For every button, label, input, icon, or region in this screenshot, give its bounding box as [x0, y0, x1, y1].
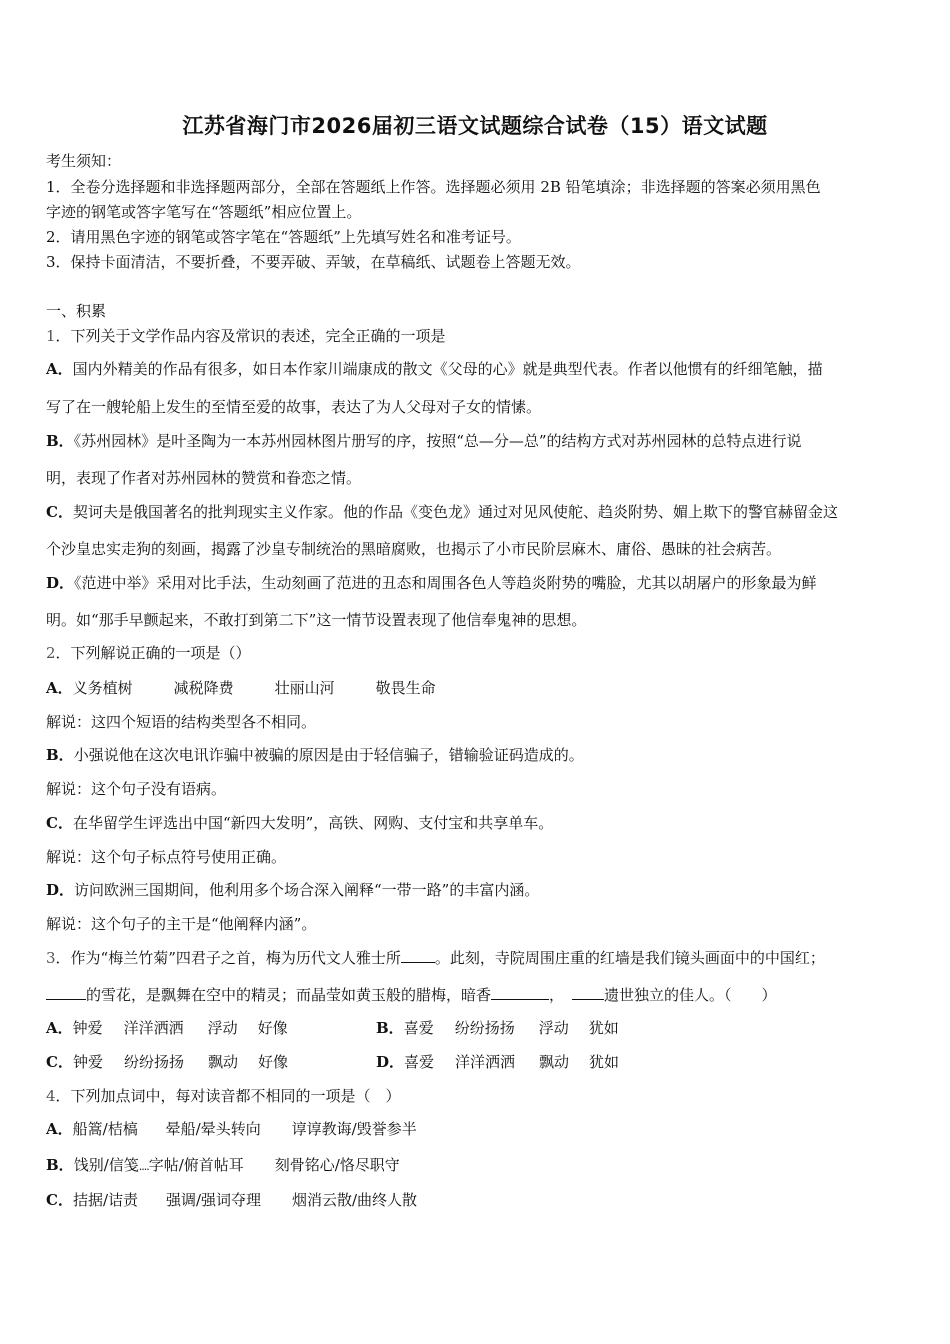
q2-option-b: B．小强说他在这次电讯诈骗中被骗的原因是由于轻信骗子，错输验证码造成的。 — [46, 746, 584, 764]
emphasis-dots: .... — [138, 1160, 149, 1173]
answer-blank — [491, 985, 549, 1000]
q2-option-a: A．义务植树 减税降费 壮丽山河 敬畏生命 — [46, 679, 436, 697]
answer-blank — [46, 985, 86, 1000]
answer-blank — [401, 948, 435, 963]
q2-note-d: 解说：这个句子的主干是“他阐释内涵”。 — [46, 915, 317, 933]
question-number: 4 — [46, 1087, 56, 1105]
question-3-stem: 3．作为“梅兰竹菊”四君子之首，梅为历代文人雅士所 。此刻，寺院周围庄重的红墙是我们镜头画面中的中国红； — [46, 949, 825, 967]
notice-item: 3．保持卡面清洁，不要折叠，不要弄破、弄皱，在草稿纸、试题卷上答题无效。 — [46, 253, 581, 271]
q1-option-d-cont: 明。如“那手早颤起来，不敢打到第二下”这一情节设置表现了他信奉鬼神的思想。 — [46, 611, 587, 629]
q3-option-c: C．钟爱 纷纷扬扬 飘动 好像 — [46, 1053, 288, 1071]
question-3-line2: 的雪花，是飘舞在空中的精灵；而晶莹如黄玉般的腊梅，暗香 ， 遗世独立的佳人。（ ） — [46, 985, 777, 1005]
q1-option-a: A．国内外精美的作品有很多，如日本作家川端康成的散文《父母的心》就是典型代表。作者以他惯有的纤细笔触，描 — [46, 360, 823, 378]
notice-item: 1．全卷分选择题和非选择题两部分，全部在答题纸上作答。选择题必须用 2B 铅笔填涂；非选择题的答案必须用黑色 — [46, 178, 821, 196]
question-number: 3 — [46, 949, 56, 967]
q2-note-a: 解说：这四个短语的结构类型各不相同。 — [46, 713, 317, 731]
q2-option-c: C．在华留学生评选出中国“新四大发明”，高铁、网购、支付宝和共享单车。 — [46, 814, 554, 832]
q1-option-c-cont: 个沙皇忠实走狗的刻画，揭露了沙皇专制统治的黑暗腐败，也揭示了小市民阶层麻木、庸俗、愚昧的社会病苦。 — [46, 540, 782, 558]
q1-option-b-cont: 明，表现了作者对苏州园林的赞赏和眷恋之情。 — [46, 469, 362, 487]
notice-heading: 考生须知： — [46, 152, 122, 170]
q1-option-c: C．契诃夫是俄国著名的批判现实主义作家。他的作品《变色龙》通过对见风使舵、趋炎附势、媚上欺下的警官赫留金这 — [46, 503, 838, 521]
q1-option-d: D．《范进中举》采用对比手法，生动刻画了范进的丑态和周围各色人等趋炎附势的嘴脸，尤其以胡屠户的形象最为鲜 — [46, 574, 817, 592]
notice-item: 2．请用黑色字迹的钢笔或答字笔在“答题纸”上先填写姓名和准考证号。 — [46, 228, 521, 246]
notice-item: 字迹的钢笔或答字笔写在“答题纸”相应位置上。 — [46, 203, 362, 221]
question-4-stem: 4．下列加点词中，每对读音都不相同的一项是（ ） — [46, 1087, 401, 1105]
q2-option-d: D．访问欧洲三国期间，他利用多个场合深入阐释“一带一路”的丰富内涵。 — [46, 881, 540, 899]
section-heading: 一、积累 — [46, 302, 107, 320]
q2-note-b: 解说：这个句子没有语病。 — [46, 780, 227, 798]
question-number: 1 — [46, 327, 56, 345]
page-title: 江苏省海门市2026届初三语文试题综合试卷（15）语文试题 — [182, 114, 768, 138]
q4-option-c: C．拮据/诘责 强调/强词夺理 烟消云散/曲终人散 — [46, 1191, 418, 1209]
q3-option-b: B．喜爱 纷纷扬扬 浮动 犹如 — [376, 1019, 619, 1037]
q3-option-a: A．钟爱 洋洋洒洒 浮动 好像 — [46, 1019, 288, 1037]
question-2-stem: 2．下列解说正确的一项是（） — [46, 644, 251, 662]
answer-blank — [572, 985, 604, 1000]
q3-option-d: D．喜爱 洋洋洒洒 飘动 犹如 — [376, 1053, 620, 1071]
q2-note-c: 解说：这个句子标点符号使用正确。 — [46, 848, 287, 866]
q4-option-a: A．船篙/桔槁 晕船/晕头转向 谆谆教诲/毁誉参半 — [46, 1120, 417, 1138]
q1-option-a-cont: 写了在一艘轮船上发生的至情至爱的故事，表达了为人父母对子女的情愫。 — [46, 398, 542, 416]
question-number: 2 — [46, 644, 56, 662]
q4-option-b: B．饯别/信笺....字帖/俯首帖耳 刻骨铭心/恪尽职守 — [46, 1156, 400, 1174]
q1-option-b: B．《苏州园林》是叶圣陶为一本苏州园林图片册写的序，按照“总—分—总”的结构方式对苏州园林的总特点进行说 — [46, 432, 802, 450]
question-1-stem: 1．下列关于文学作品内容及常识的表述，完全正确的一项是 — [46, 327, 446, 345]
